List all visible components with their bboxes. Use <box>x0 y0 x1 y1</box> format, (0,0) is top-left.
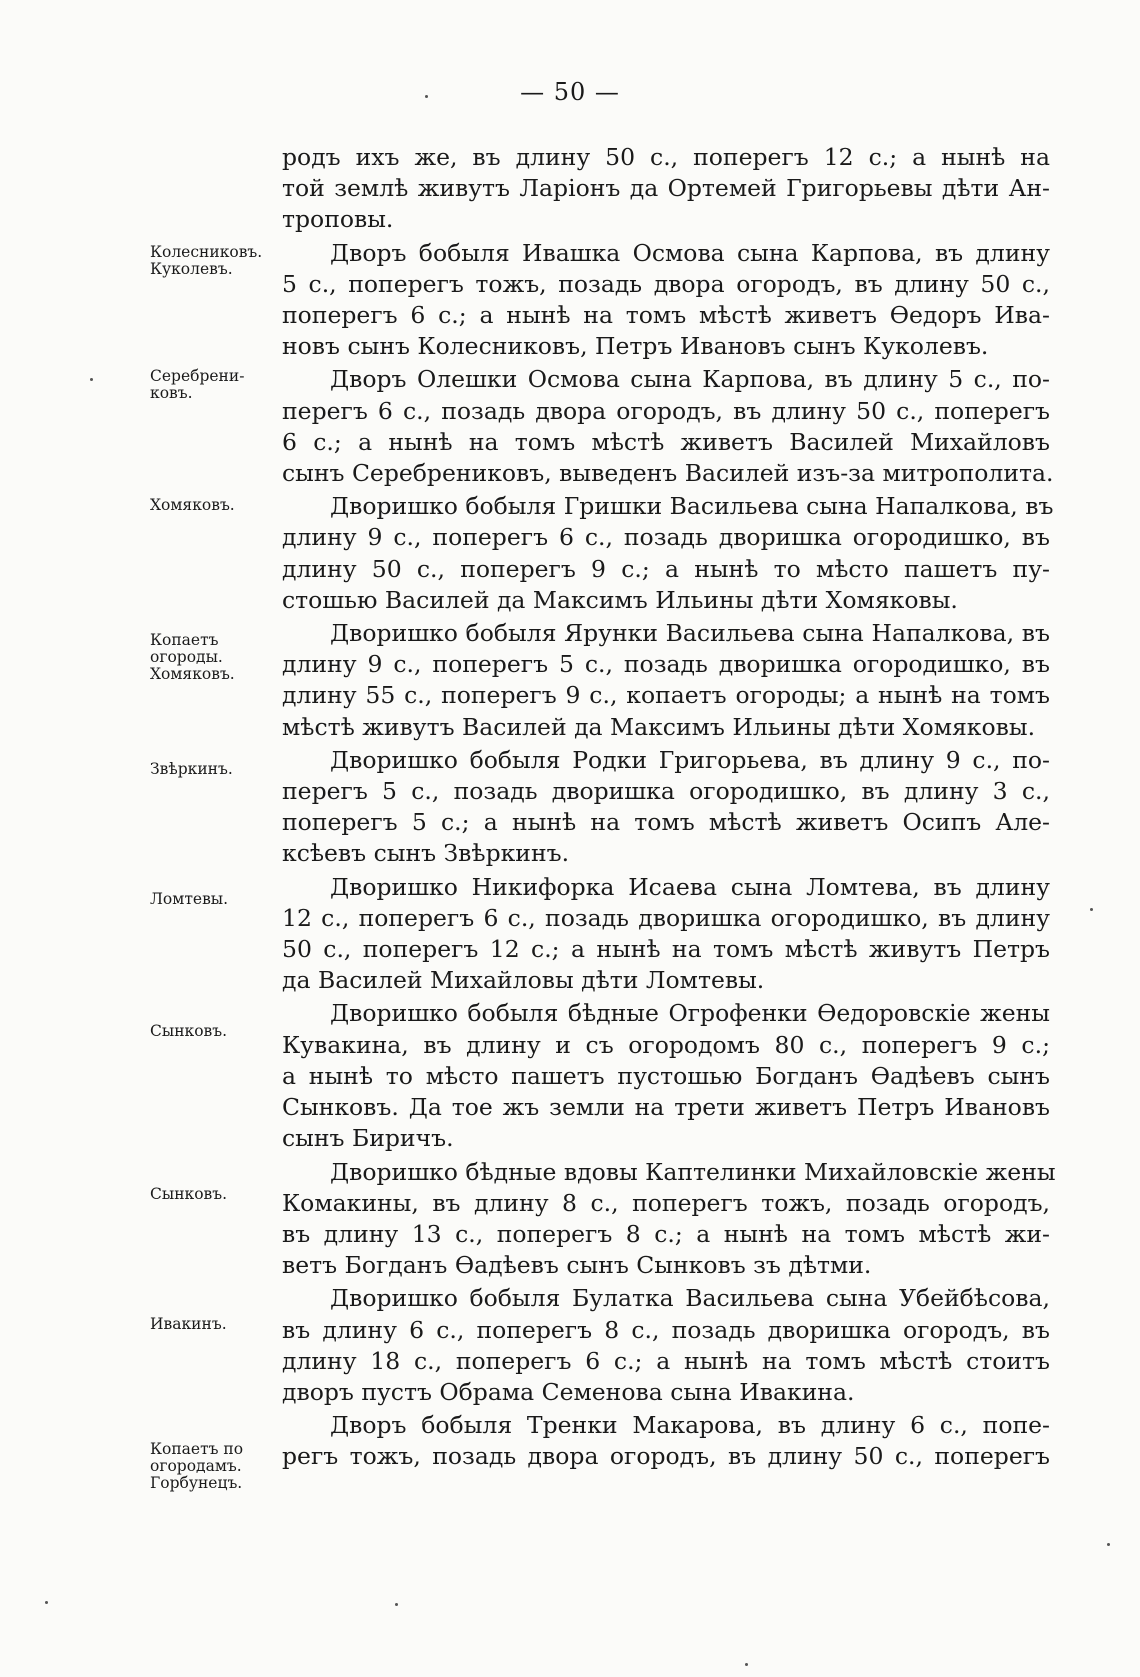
text-line: 12 с., поперегъ 6 с., позадь дворишка огородишко, въ длину <box>282 903 1050 932</box>
paragraph-5 <box>282 618 1050 743</box>
text-line: 6 с.; а нынѣ на томъ мѣстѣ живетъ Василей Михайловъ <box>282 427 1050 456</box>
margin-note-line: Сынковъ. <box>150 1022 228 1040</box>
text-line: той землѣ живутъ Ларіонъ да Ортемей Григорьевы дѣти Ан- <box>282 174 1050 203</box>
paragraph-7 <box>282 872 1050 997</box>
text-line: Дворишко бобыля бѣдные Огрофенки Ѳедоровскіе жены <box>330 999 1050 1028</box>
margin-note <box>150 1023 280 1040</box>
text-line: длину 9 с., поперегъ 5 с., позадь дворишка огородишко, въ <box>282 650 1050 679</box>
text-line: ветъ Богданъ Ѳадѣевъ сынъ Сынковъ зъ дѣтми. <box>282 1251 872 1280</box>
text-line: въ длину 6 с., поперегъ 8 с., позадь дворишка огородъ, въ <box>282 1315 1050 1344</box>
text-line: Дворъ Олешки Осмова сына Карпова, въ длину 5 с., по- <box>330 365 1050 394</box>
text-line: Дворишко бобыля Ярунки Васильева сына Напалкова, въ <box>330 619 1050 648</box>
margin-note-line: Звѣркинъ. <box>150 760 233 778</box>
margin-note-line: огородамъ. <box>150 1457 242 1475</box>
margin-note-line: Колесниковъ. <box>150 243 263 261</box>
margin-note-line: Горбунецъ. <box>150 1474 243 1492</box>
paragraph-11 <box>282 1410 1050 1472</box>
margin-note <box>150 244 280 278</box>
paragraph-1 <box>282 142 1050 236</box>
text-line: да Василей Михайловы дѣти Ломтевы. <box>282 966 765 995</box>
paragraph-8 <box>282 998 1050 1154</box>
margin-note-line: Ломтевы. <box>150 890 229 908</box>
text-line: въ длину 13 с., поперегъ 8 с.; а нынѣ на томъ мѣстѣ жи- <box>282 1219 1050 1248</box>
scan-speck <box>1090 908 1093 911</box>
scan-speck <box>425 95 428 98</box>
text-line: Дворъ бобыля Ивашка Осмова сына Карпова, въ длину <box>330 238 1050 267</box>
margin-note-line: Куколевъ. <box>150 260 233 278</box>
text-line: Дворишко бѣдные вдовы Каптелинки Михайловскіе жены <box>330 1157 1056 1186</box>
text-line: мѣстѣ живутъ Василей да Максимъ Ильины дѣти Хомяковы. <box>282 712 1036 741</box>
text-line: Дворишко бобыля Булатка Васильева сына Убейбѣсова, <box>330 1284 1050 1313</box>
text-line: длину 9 с., поперегъ 6 с., позадь дворишка огородишко, въ <box>282 523 1050 552</box>
text-line: сынъ Серебрениковъ, выведенъ Василей изъ-за митрополита. <box>282 459 1054 488</box>
paragraph-9 <box>282 1157 1056 1282</box>
scan-speck <box>90 378 93 381</box>
margin-note <box>150 1316 280 1333</box>
margin-note-line: ковъ. <box>150 384 193 402</box>
text-line: а нынѣ то мѣсто пашетъ пустошью Богданъ Ѳадѣевъ сынъ <box>282 1061 1050 1090</box>
scan-speck <box>45 1601 48 1604</box>
text-line: Дворишко Никифорка Исаева сына Ломтева, въ длину <box>330 872 1050 901</box>
margin-note <box>150 1441 280 1492</box>
text-line: сынъ Биричъ. <box>282 1124 454 1153</box>
scan-speck <box>745 1663 748 1666</box>
margin-note-line: Хомяковъ. <box>150 665 235 683</box>
text-line: стошью Василей да Максимъ Ильины дѣти Хомяковы. <box>282 585 958 614</box>
text-line: троповы. <box>282 205 394 234</box>
paragraph-3 <box>282 364 1054 489</box>
text-line: Комакины, въ длину 8 с., поперегъ тожъ, позадь огородъ, <box>282 1188 1050 1217</box>
margin-note-line: Сынковъ. <box>150 1185 228 1203</box>
text-line: длину 18 с., поперегъ 6 с.; а нынѣ на томъ мѣстѣ стоитъ <box>282 1346 1050 1375</box>
text-line: новъ сынъ Колесниковъ, Петръ Ивановъ сынъ Куколевъ. <box>282 332 989 361</box>
body-text <box>282 142 1056 1475</box>
margin-note <box>150 497 280 514</box>
text-line: 5 с., поперегъ тожъ, позадь двора огородъ, въ длину 50 с., <box>282 269 1050 298</box>
margin-note-line: Копаетъ по <box>150 1440 244 1458</box>
text-line: перегъ 6 с., позадь двора огородъ, въ длину 50 с., поперегъ <box>282 396 1050 425</box>
margin-note <box>150 1186 280 1203</box>
margin-note <box>150 891 280 908</box>
paragraph-4 <box>282 491 1054 616</box>
text-line: Кувакина, въ длину и съ огородомъ 80 с., поперегъ 9 с.; <box>282 1030 1050 1059</box>
text-line: дворъ пустъ Обрама Семенова сына Ивакина. <box>282 1377 855 1406</box>
text-line: длину 55 с., поперегъ 9 с., копаетъ огороды; а нынѣ на томъ <box>282 681 1050 710</box>
text-line: длину 50 с., поперегъ 9 с.; а нынѣ то мѣсто пашетъ пу- <box>282 554 1050 583</box>
margin-note-line: огороды. <box>150 648 223 666</box>
margin-note <box>150 761 280 778</box>
page-number: — 50 — <box>520 78 620 106</box>
text-line: поперегъ 5 с.; а нынѣ на томъ мѣстѣ живетъ Осипъ Але- <box>282 808 1050 837</box>
scan-speck <box>1107 1543 1110 1546</box>
paragraph-2 <box>282 238 1050 363</box>
margin-note-line: Хомяковъ. <box>150 496 235 514</box>
text-line: ксѣевъ сынъ Звѣркинъ. <box>282 839 570 868</box>
text-line: Дворъ бобыля Тренки Макарова, въ длину 6 с., попе- <box>330 1411 1050 1440</box>
text-line: регъ тожъ, позадь двора огородъ, въ длину 50 с., поперегъ <box>282 1442 1050 1471</box>
margin-note <box>150 368 280 402</box>
text-line: перегъ 5 с., позадь дворишка огородишко, въ длину 3 с., <box>282 777 1050 806</box>
paragraph-10 <box>282 1283 1050 1408</box>
paragraph-6 <box>282 745 1050 870</box>
margin-note-line: Ивакинъ. <box>150 1315 227 1333</box>
scan-speck <box>395 1603 398 1606</box>
text-line: Дворишко бобыля Родки Григорьева, въ длину 9 с., по- <box>330 745 1050 774</box>
text-line: родъ ихъ же, въ длину 50 с., поперегъ 12 с.; а нынѣ на <box>282 143 1050 171</box>
margin-note-line: Копаетъ <box>150 631 219 649</box>
margin-note <box>150 632 280 683</box>
text-line: Дворишко бобыля Гришки Васильева сына Напалкова, въ <box>330 492 1054 521</box>
text-line: поперегъ 6 с.; а нынѣ на томъ мѣстѣ живетъ Ѳедоръ Ива- <box>282 301 1050 330</box>
text-line: Сынковъ. Да тое жъ земли на трети живетъ Петръ Ивановъ <box>282 1093 1050 1122</box>
margin-note-line: Серебрени- <box>150 367 245 385</box>
text-line: 50 с., поперегъ 12 с.; а нынѣ на томъ мѣстѣ живутъ Петръ <box>282 935 1050 964</box>
